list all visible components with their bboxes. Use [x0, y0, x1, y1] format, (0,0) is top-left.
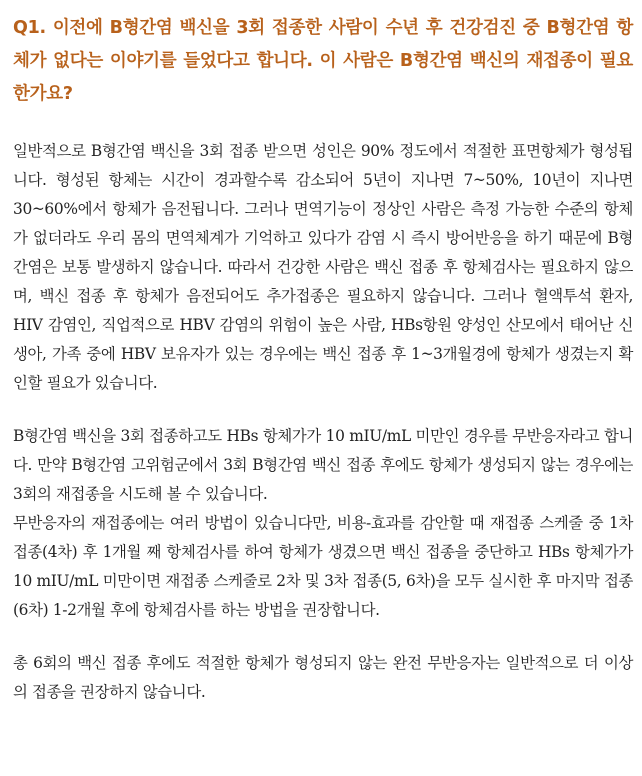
- paragraph-complete-non-responder: 총 6회의 백신 접종 후에도 적절한 항체가 형성되지 않는 완전 무반응자는 일반적으로 더 이상의 접종을 권장하지 않습니다.: [13, 654, 633, 701]
- paragraph-spacer: [13, 398, 633, 422]
- paragraph-revaccination-method: 무반응자의 재접종에는 여러 방법이 있습니다만, 비용-효과를 감안할 때 재접종 스케줄 중 1차 접종(4차) 후 1개월 째 항체검사를 하여 항체가 생겼으면 백신 접종을 중단하고 HBs 항체가가 10 mIU/mL 미만이면 재접종 스케줄로 2차 및 3차 접종(5, 6차)을 모두 실시한 후 마지막 접종(6차) 1-2개월 후에 항체검사를 하는 방법을 권장합니다.: [13, 514, 633, 619]
- paragraph-non-responder-definition: B형간염 백신을 3회 접종하고도 HBs 항체가가 10 mIU/mL 미만인 경우를 무반응자라고 합니다. 만약 B형간염 고위험군에서 3회 B형간염 백신 접종 후에도 항체가 생성되지 않는 경우에는 3회의 재접종을 시도해 볼 수 있습니다.: [13, 427, 633, 503]
- question-heading: Q1. 이전에 B형간염 백신을 3회 접종한 사람이 수년 후 건강검진 중 B형간염 항체가 없다는 이야기를 들었다고 합니다. 이 사람은 B형간염 백신의 재접종이 필요한가요?: [13, 18, 633, 104]
- paragraph-antibody-overview: 일반적으로 B형간염 백신을 3회 접종 받으면 성인은 90% 정도에서 적절한 표면항체가 형성됩니다. 형성된 항체는 시간이 경과할수록 감소되어 5년이 지나면 7~50%, 10년이 지나면 30~60%에서 항체가 음전됩니다. 그러나 면역기능이 정상인 사람은 측정 가능한 수준의 항체가 없더라도 우리 몸의 면역체계가 기억하고 있다가 감염 시 즉시 방어반응을 하기 때문에 B형간염은 보통 발생하지 않습니다. 따라서 건강한 사람은 백신 접종 후 항체검사는 필요하지 않으며, 백신 접종 후 항체가 음전되어도 추가접종은 필요하지 않습니다. 그러나 혈액투석 환자, HIV 감염인, 직업적으로 HBV 감염의 위험이 높은 사람, HBs항원 양성인 산모에서 태어난 신생아, 가족 중에 HBV 보유자가 있는 경우에는 백신 접종 후 1~3개월경에 항체가 생겼는지 확인할 필요가 있습니다.: [13, 142, 633, 392]
- paragraph-spacer: [13, 625, 633, 649]
